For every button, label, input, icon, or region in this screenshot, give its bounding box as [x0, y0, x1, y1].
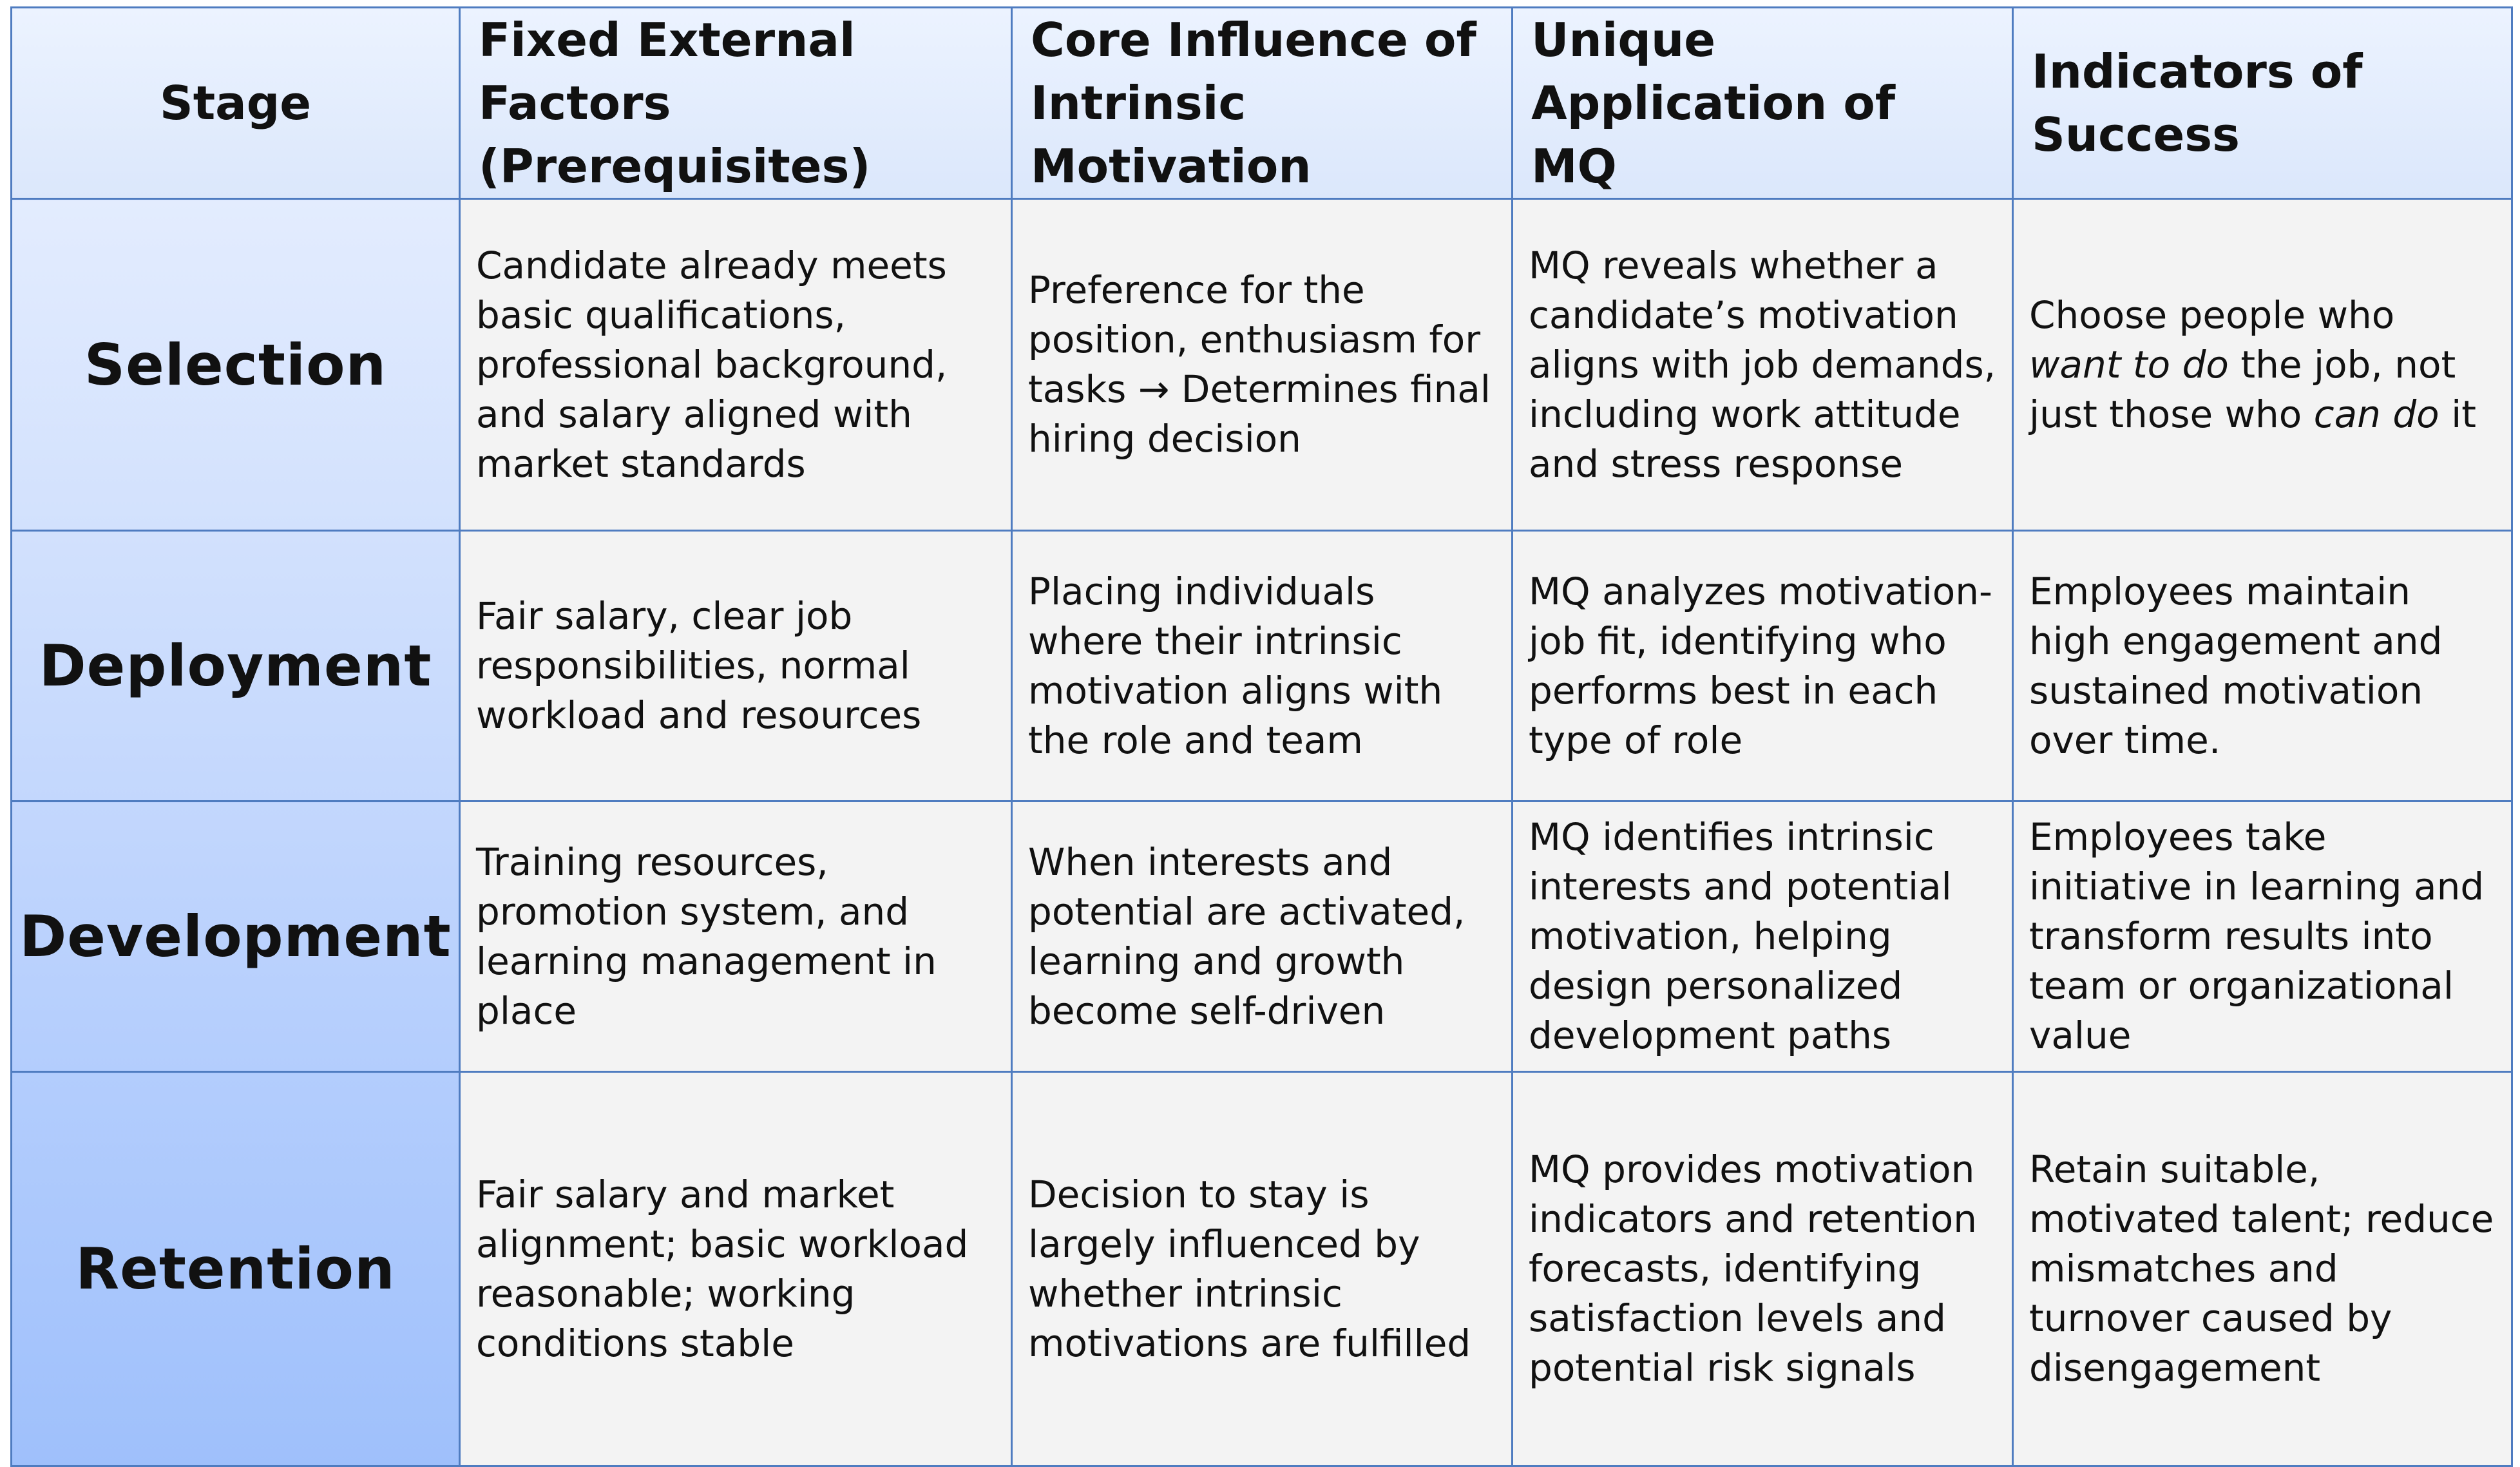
core-influence-cell: Placing individuals where their intrinsic motivation aligns with the role and team	[1012, 531, 1513, 801]
header-indicators-of-success: Indicators of Success	[2013, 8, 2512, 199]
unique-application-cell: MQ identifies intrinsic interests and potential motivation, helping design personalized development paths	[1513, 801, 2013, 1072]
stage-label: Selection	[12, 199, 460, 531]
core-influence-cell: Preference for the position, enthusiasm for tasks → Determines final hiring decision	[1012, 199, 1513, 531]
fixed-factors-cell: Training resources, promotion system, and learning management in place	[460, 801, 1012, 1072]
indicators-text: Choose people who	[2029, 292, 2395, 337]
unique-application-cell: MQ reveals whether a candidate’s motivation aligns with job demands, including work attitude and stress response	[1513, 199, 2013, 531]
header-fixed-external-factors: Fixed External Factors (Prerequisites)	[460, 8, 1012, 199]
hr-motivation-table	[10, 6, 2513, 1467]
header-unique-application: Unique Application of MQ	[1513, 8, 2013, 199]
fixed-factors-cell: Candidate already meets basic qualifications, professional background, and salary aligned with market standards	[460, 199, 1012, 531]
indicators-cell: Retain suitable, motivated talent; reduce mismatches and turnover caused by disengagement	[2013, 1072, 2512, 1466]
stage-label: Development	[12, 801, 460, 1072]
table-row-deployment	[12, 531, 2512, 801]
core-influence-cell: When interests and potential are activated, learning and growth become self-driven	[1012, 801, 1513, 1072]
fixed-factors-cell: Fair salary, clear job responsibilities, normal workload and resources	[460, 531, 1012, 801]
indicators-cell	[2013, 199, 2512, 531]
header-stage: Stage	[12, 8, 460, 199]
stage-label: Retention	[12, 1072, 460, 1466]
indicators-text: it	[2439, 392, 2476, 436]
unique-application-cell: MQ analyzes motivation-job fit, identifying who performs best in each type of role	[1513, 531, 2013, 801]
indicators-emphasis: want to do	[2029, 342, 2229, 387]
stage-label: Deployment	[12, 531, 460, 801]
indicators-cell: Employees maintain high engagement and sustained motivation over time.	[2013, 531, 2512, 801]
fixed-factors-cell: Fair salary and market alignment; basic workload reasonable; working conditions stable	[460, 1072, 1012, 1466]
indicators-emphasis: can do	[2313, 392, 2439, 436]
header-core-influence: Core Influence of Intrinsic Motivation	[1012, 8, 1513, 199]
table-row-selection	[12, 199, 2512, 531]
header-row	[12, 8, 2512, 199]
indicators-text: the job, not just those who	[2029, 342, 2456, 436]
indicators-cell: Employees take initiative in learning and transform results into team or organizational value	[2013, 801, 2512, 1072]
table-row-development	[12, 801, 2512, 1072]
core-influence-cell: Decision to stay is largely influenced by whether intrinsic motivations are fulfilled	[1012, 1072, 1513, 1466]
unique-application-cell: MQ provides motivation indicators and retention forecasts, identifying satisfaction levels and potential risk signals	[1513, 1072, 2013, 1466]
table-row-retention	[12, 1072, 2512, 1466]
